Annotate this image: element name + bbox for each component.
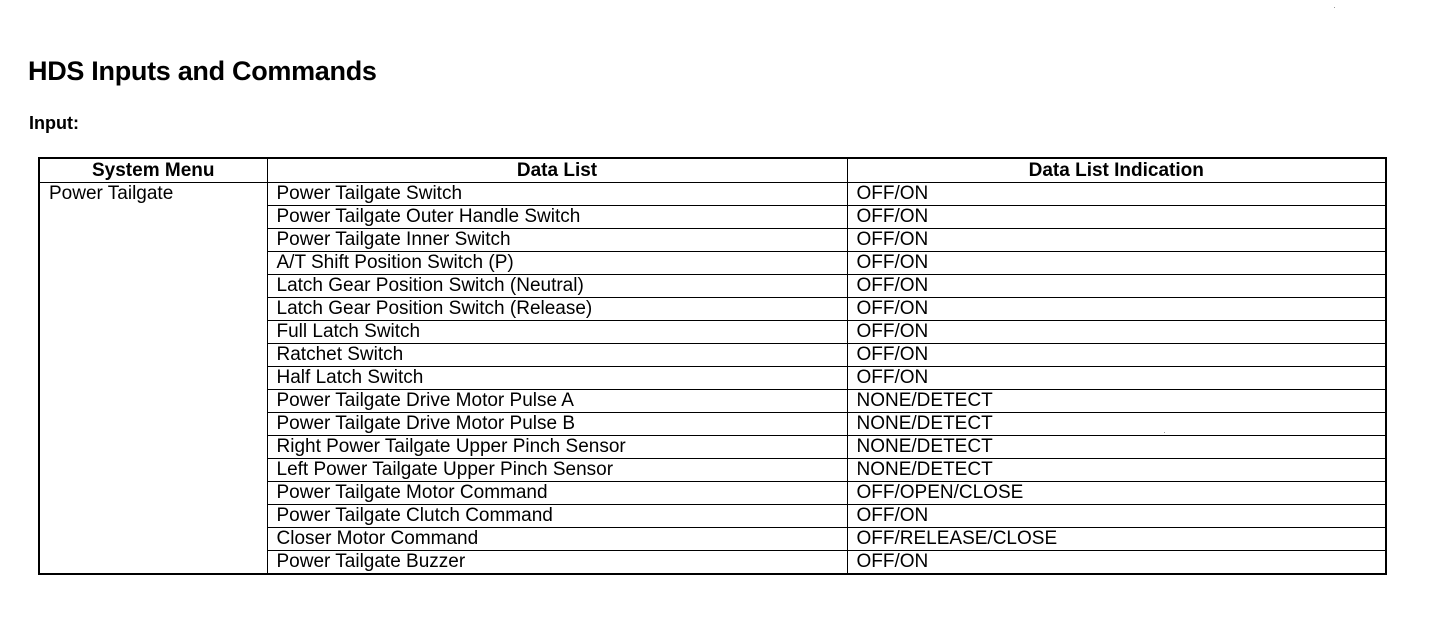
table-body bbox=[39, 183, 1386, 575]
hds-input-table bbox=[38, 157, 1387, 575]
indication-cell: OFF/ON bbox=[847, 551, 1386, 575]
indication-cell: NONE/DETECT bbox=[847, 436, 1386, 459]
section-label: Input: bbox=[29, 113, 79, 133]
data-list-cell: Ratchet Switch bbox=[267, 344, 847, 367]
indication-cell: OFF/RELEASE/CLOSE bbox=[847, 528, 1386, 551]
data-list-cell: Power Tailgate Clutch Command bbox=[267, 505, 847, 528]
indication-cell: OFF/ON bbox=[847, 183, 1386, 206]
data-list-cell: Power Tailgate Buzzer bbox=[267, 551, 847, 575]
indication-cell: OFF/ON bbox=[847, 344, 1386, 367]
system-menu-cell: Power Tailgate bbox=[39, 183, 267, 575]
data-list-cell: Latch Gear Position Switch (Release) bbox=[267, 298, 847, 321]
indication-cell: OFF/ON bbox=[847, 367, 1386, 390]
data-list-cell: Right Power Tailgate Upper Pinch Sensor bbox=[267, 436, 847, 459]
data-list-cell: Power Tailgate Motor Command bbox=[267, 482, 847, 505]
data-list-cell: Power Tailgate Outer Handle Switch bbox=[267, 206, 847, 229]
header-data-list: Data List bbox=[267, 158, 847, 183]
page-title: HDS Inputs and Commands bbox=[28, 56, 377, 86]
data-list-cell: Left Power Tailgate Upper Pinch Sensor bbox=[267, 459, 847, 482]
indication-cell: OFF/ON bbox=[847, 321, 1386, 344]
indication-cell: OFF/ON bbox=[847, 252, 1386, 275]
indication-cell: OFF/ON bbox=[847, 229, 1386, 252]
indication-cell: OFF/OPEN/CLOSE bbox=[847, 482, 1386, 505]
data-list-cell: Full Latch Switch bbox=[267, 321, 847, 344]
indication-cell: OFF/ON bbox=[847, 298, 1386, 321]
data-list-cell: Power Tailgate Switch bbox=[267, 183, 847, 206]
data-list-cell: Latch Gear Position Switch (Neutral) bbox=[267, 275, 847, 298]
data-list-cell: Half Latch Switch bbox=[267, 367, 847, 390]
scan-speck bbox=[1334, 7, 1335, 8]
data-list-cell: Closer Motor Command bbox=[267, 528, 847, 551]
indication-cell: OFF/ON bbox=[847, 505, 1386, 528]
table-header-row bbox=[39, 158, 1386, 183]
table-row bbox=[39, 183, 1386, 206]
data-list-cell: A/T Shift Position Switch (P) bbox=[267, 252, 847, 275]
indication-cell: OFF/ON bbox=[847, 206, 1386, 229]
header-data-list-indication: Data List Indication bbox=[847, 158, 1386, 183]
data-list-cell: Power Tailgate Inner Switch bbox=[267, 229, 847, 252]
header-system-menu: System Menu bbox=[39, 158, 267, 183]
data-list-cell: Power Tailgate Drive Motor Pulse A bbox=[267, 390, 847, 413]
indication-cell: OFF/ON bbox=[847, 275, 1386, 298]
indication-cell: NONE/DETECT bbox=[847, 459, 1386, 482]
indication-cell: NONE/DETECT bbox=[847, 390, 1386, 413]
data-list-cell: Power Tailgate Drive Motor Pulse B bbox=[267, 413, 847, 436]
indication-cell: NONE/DETECT bbox=[847, 413, 1386, 436]
